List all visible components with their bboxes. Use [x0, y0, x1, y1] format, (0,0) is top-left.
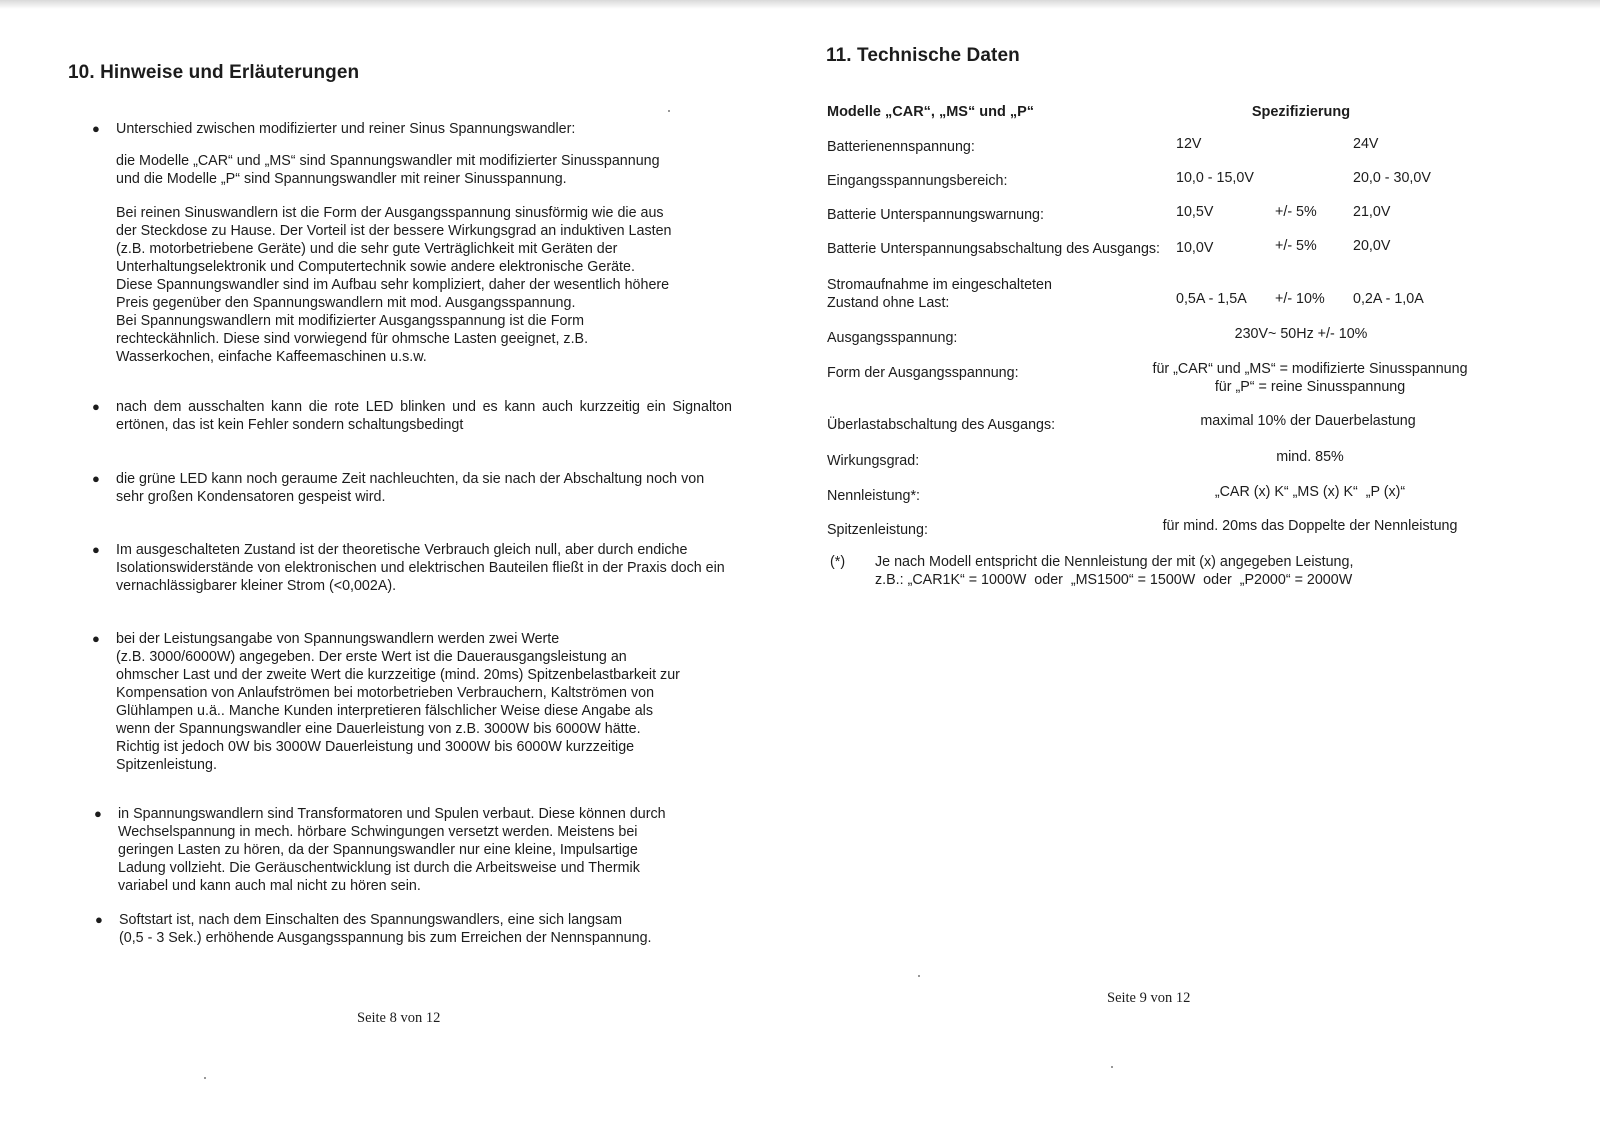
bullet-dot-icon: ●	[95, 912, 103, 927]
spec-value: 230V~ 50Hz +/- 10%	[1234, 326, 1368, 342]
scan-speck	[204, 1077, 206, 1079]
spec-value: für mind. 20ms das Doppelte der Nennleistung	[1162, 518, 1458, 534]
spec-value: mind. 85%	[1276, 449, 1344, 465]
page-9	[800, 0, 1600, 1131]
bullet-item-gruene-led	[92, 470, 732, 506]
bullet-text: Softstart ist, nach dem Einschalten des Spannungswandlers, eine sich langsam (0,5 - 3 Sek.) erhöhende Ausgangsspannung bis zum Erreichen der Nennspannung.	[119, 912, 652, 946]
scan-speck	[918, 975, 920, 977]
bullet-dot-icon: ●	[92, 471, 100, 486]
spec-label: Wirkungsgrad:	[827, 453, 920, 469]
spec-value: „CAR (x) K“ „MS (x) K“ „P (x)“	[1214, 484, 1406, 500]
spec-tolerance: +/- 5%	[1275, 204, 1317, 220]
page-8	[0, 0, 780, 1131]
bullet-item-leistungsangabe	[92, 630, 732, 774]
spec-value: maximal 10% der Dauerbelastung	[1200, 413, 1416, 429]
bullet-text: nach dem ausschalten kann die rote LED blinken und es kann auch kurzzeitig ein Signalton ertönen, das ist kein Fehler sondern schaltungsbedingt	[116, 399, 732, 433]
spec-label: Eingangsspannungsbereich:	[827, 173, 1008, 189]
spec-label: Spitzenleistung:	[827, 522, 928, 538]
page-footer-left: Seite 8 von 12	[357, 1010, 441, 1026]
spec-label: Batterie Unterspannungsabschaltung des Ausgangs:	[827, 241, 1161, 257]
scan-speck	[1111, 1066, 1113, 1068]
spec-value-12v: 10,0V	[1176, 240, 1214, 256]
spec-label: Überlastabschaltung des Ausgangs:	[827, 417, 1056, 433]
bullet-paragraph: die Modelle „CAR“ und „MS“ sind Spannungswandler mit modifizierter Sinusspannung und die Modelle „P“ sind Spannungswandler mit reiner Sinusspannung.	[116, 153, 660, 187]
bullet-text: Im ausgeschalteten Zustand ist der theoretische Verbrauch gleich null, aber durch endiche Isolationswiderstände von elektronischen und elektrischen Bauteilen fließt in der Praxis doch ein vernachlässigbarer kleiner Strom (<0,002A).	[116, 542, 725, 594]
bullet-item-transformatoren	[94, 805, 734, 895]
header-models: Modelle „CAR“, „MS“ und „P“	[827, 104, 1035, 120]
bullet-text: die grüne LED kann noch geraume Zeit nachleuchten, da sie nach der Abschaltung noch von sehr großen Kondensatoren gespeist wird.	[116, 471, 705, 505]
bullet-item-rote-led	[92, 398, 732, 434]
spec-value-12v: 0,5A - 1,5A	[1176, 291, 1247, 307]
spec-label: Nennleistung*:	[827, 488, 920, 504]
bullet-item-verbrauch	[92, 541, 732, 595]
spec-value-24v: 0,2A - 1,0A	[1353, 291, 1424, 307]
footnote	[830, 553, 1530, 589]
footnote-text: Je nach Modell entspricht die Nennleistung der mit (x) angegeben Leistung, z.B.: „CAR1K“ = 1000W oder „MS1500“ = 1500W oder „P2000“ = 2000W	[875, 554, 1354, 588]
spec-tolerance: +/- 5%	[1275, 238, 1317, 254]
spec-value-24v: 20,0 - 30,0V	[1353, 170, 1431, 186]
bullet-dot-icon: ●	[92, 542, 100, 557]
footnote-mark: (*)	[830, 554, 846, 570]
spec-value-12v: 10,5V	[1176, 204, 1214, 220]
section-title-technische-daten: 11. Technische Daten	[826, 45, 1020, 66]
spec-value-24v: 21,0V	[1353, 204, 1391, 220]
bullet-paragraph: Bei reinen Sinuswandlern ist die Form der Ausgangsspannung sinusförmig wie die aus der Steckdose zu Hause. Der Vorteil ist der bessere Wirkungsgrad an induktiven Lasten (z.B. motorbetriebene Geräte) und die sehr gute Verträglichkeit mit Geräten der Unterhaltungselektronik und Computertechnik sowie andere elektronische Geräte. Diese Spannungswandler sind im Aufbau sehr kompliziert, daher der wesentlich höhere Preis gegenüber den Spannungswandlern mit mod. Ausgangsspannung. Bei Spannungswandlern mit modifizierter Ausgangsspannung ist die Form rechteckähnlich. Diese sind vorwiegend für ohmsche Lasten geeignet, z.B. Wasserkochen, einfache Kaffeemaschinen u.s.w.	[116, 205, 672, 365]
section-title-hinweise: 10. Hinweise und Erläuterungen	[68, 62, 360, 83]
page-footer-right: Seite 9 von 12	[1107, 990, 1191, 1006]
header-spezifizierung: Spezifizierung	[1251, 104, 1351, 120]
bullet-item-softstart	[95, 911, 735, 947]
spec-label: Stromaufnahme im eingeschalteten Zustand ohne Last:	[827, 277, 1052, 311]
spec-tolerance: +/- 10%	[1275, 291, 1325, 307]
bullet-dot-icon: ●	[92, 121, 100, 136]
spec-label: Batterienennspannung:	[827, 139, 975, 155]
bullet-text: in Spannungswandlern sind Transformatoren und Spulen verbaut. Diese können durch Wechselspannung in mech. hörbare Schwingungen versetzt werden. Meistens bei geringen Lasten zu hören, da der Spannungswandler nur eine kleine, Impulsartige Ladung vollzieht. Die Geräuschentwicklung ist durch die Arbeitsweise und Thermik variabel und kann auch mal nicht zu hören sein.	[118, 806, 666, 894]
bullet-dot-icon: ●	[94, 806, 102, 821]
spec-label: Batterie Unterspannungswarnung:	[827, 207, 1044, 223]
spec-value: für „CAR“ und „MS“ = modifizierte Sinusspannung für „P“ = reine Sinusspannung	[1152, 361, 1468, 395]
bullet-item-sinus	[92, 120, 732, 366]
bullet-text: Unterschied zwischen modifizierter und reiner Sinus Spannungswandler:	[116, 121, 576, 137]
scan-speck	[668, 110, 670, 112]
spec-value-24v: 20,0V	[1353, 238, 1391, 254]
spec-label: Ausgangsspannung:	[827, 330, 958, 346]
bullet-dot-icon: ●	[92, 631, 100, 646]
spec-value-24v: 24V	[1353, 136, 1379, 152]
spec-label: Form der Ausgangsspannung:	[827, 365, 1019, 381]
bullet-dot-icon: ●	[92, 399, 100, 414]
spec-value-12v: 10,0 - 15,0V	[1176, 170, 1254, 186]
bullet-text: bei der Leistungsangabe von Spannungswandlern werden zwei Werte (z.B. 3000/6000W) angegeben. Der erste Wert ist die Dauerausgangsleistung an ohmscher Last und der zweite Wert die kurzzeitige (mind. 20ms) Spitzenbelastbarkeit zur Kompensation von Anlaufströmen bei motorbetrieben Verbrauchern, Kaltströmen von Glühlampen u.ä.. Manche Kunden interpretieren fälschlicher Weise diese Angabe als wenn der Spannungswandler eine Dauerleistung von z.B. 3000W bis 6000W hätte. Richtig ist jedoch 0W bis 3000W Dauerleistung und 3000W bis 6000W kurzzeitige Spitzenleistung.	[116, 631, 680, 773]
spec-value-12v: 12V	[1176, 136, 1202, 152]
